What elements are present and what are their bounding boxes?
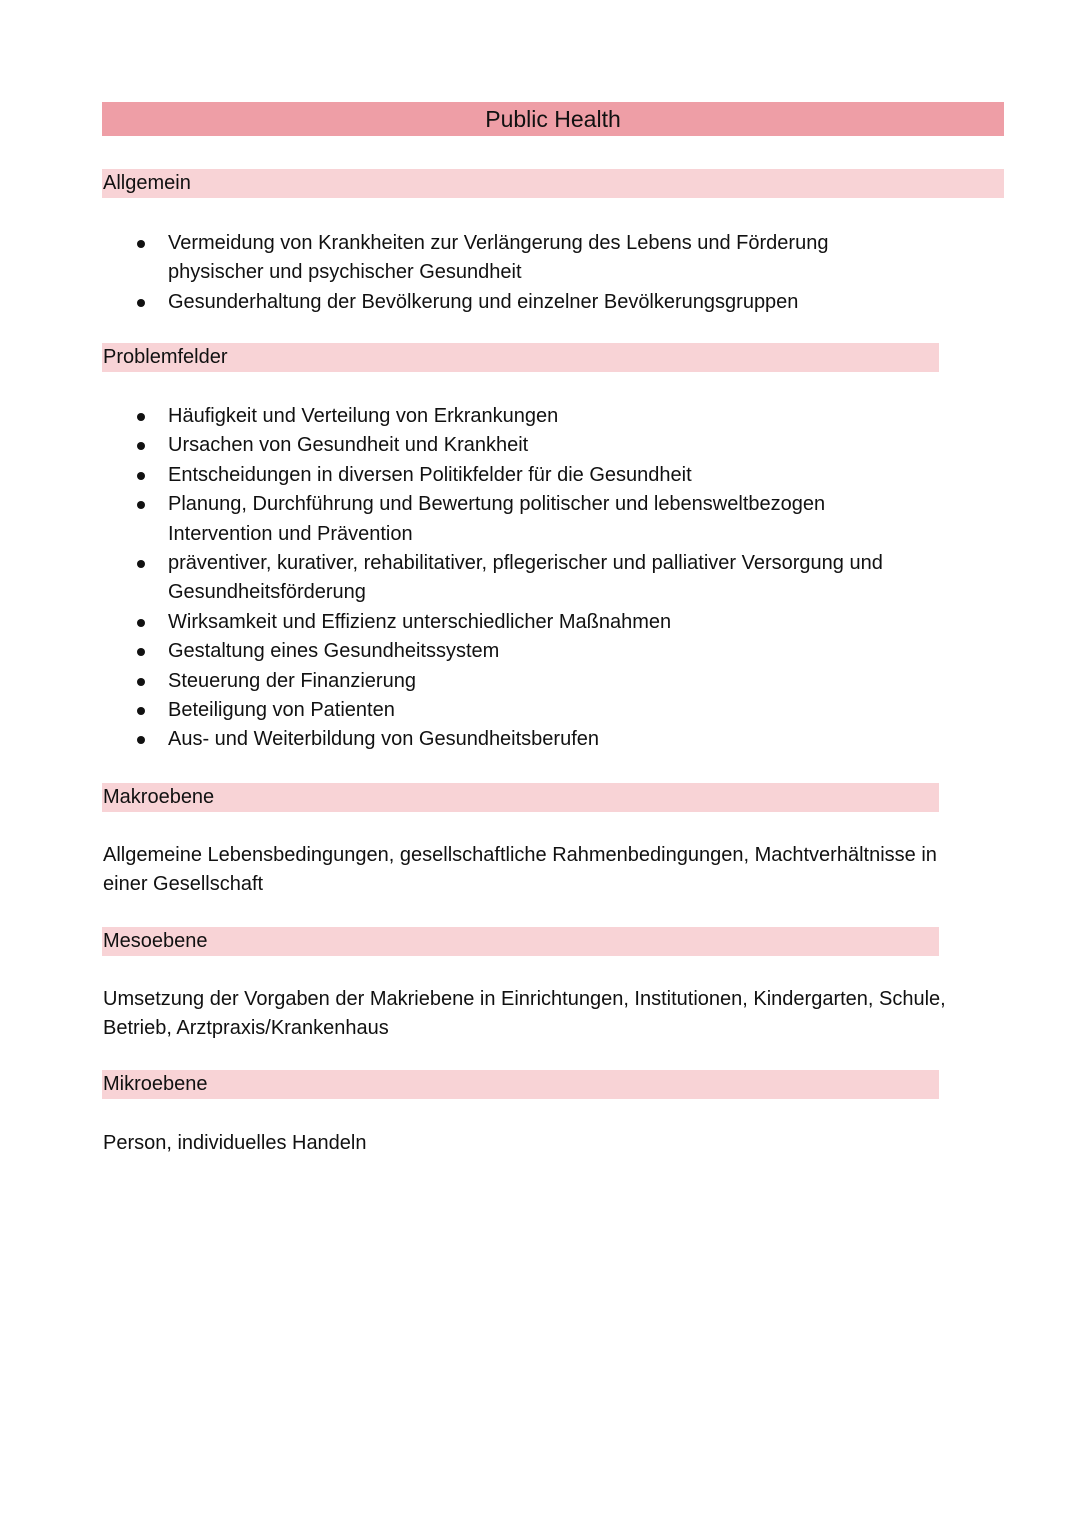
list-item: Vermeidung von Krankheiten zur Verlängerung des Lebens und Förderung physischer und psychischer Gesundheit [0,229,888,288]
list-item: Wirksamkeit und Effizienz unterschiedlicher Maßnahmen [0,608,1000,637]
bullet-icon [137,560,145,568]
list-item: präventiver, kurativer, rehabilitativer, pflegerischer und palliativer Versorgung und Gesundheitsförderung [0,549,958,608]
bullet-icon [137,648,145,656]
section-heading-problemfelder-text: Problemfelder [103,346,228,368]
bullet-icon [137,501,145,509]
bullet-icon [137,472,145,480]
section-heading-mesoebene [102,927,939,956]
section-heading-allgemein [102,169,1004,198]
section-heading-allgemein-text: Allgemein [103,172,191,194]
list-item: Häufigkeit und Verteilung von Erkrankungen [0,402,1000,431]
bullet-icon [137,619,145,627]
page-title-text: Public Health [485,106,621,132]
section-heading-problemfelder [102,343,939,372]
section-heading-mikroebene-text: Mikroebene [103,1073,208,1095]
list-item: Entscheidungen in diversen Politikfelder für die Gesundheit [0,461,1000,490]
section-heading-mesoebene-text: Mesoebene [103,930,208,952]
section-heading-makroebene [102,783,939,812]
bullet-icon [137,299,145,307]
allgemein-list [0,229,1000,317]
section-heading-mikroebene [102,1070,939,1099]
bullet-icon [137,442,145,450]
list-item: Beteiligung von Patienten [0,696,1000,725]
page-title [102,102,1004,136]
list-item: Gestaltung eines Gesundheitssystem [0,637,1000,666]
mesoebene-text: Umsetzung der Vorgaben der Makriebene in Einrichtungen, Institutionen, Kindergarten, Schule, Betrieb, Arztpraxis/Krankenhaus [103,988,946,1039]
list-item: Aus- und Weiterbildung von Gesundheitsberufen [0,725,1000,754]
bullet-icon [137,707,145,715]
bullet-icon [137,736,145,744]
problemfelder-list [0,402,1000,755]
list-item: Steuerung der Finanzierung [0,667,1000,696]
bullet-icon [137,240,145,248]
list-item: Planung, Durchführung und Bewertung politischer und lebensweltbezogen Intervention und Prävention [0,490,898,549]
bullet-icon [137,413,145,421]
list-item: Gesunderhaltung der Bevölkerung und einzelner Bevölkerungsgruppen [0,288,1000,317]
mikroebene-text: Person, individuelles Handeln [103,1132,367,1154]
list-item: Ursachen von Gesundheit und Krankheit [0,431,1000,460]
section-heading-makroebene-text: Makroebene [103,786,215,808]
bullet-icon [137,678,145,686]
makroebene-text: Allgemeine Lebensbedingungen, gesellschaftliche Rahmenbedingungen, Machtverhältnisse in einer Gesellschaft [103,844,937,895]
